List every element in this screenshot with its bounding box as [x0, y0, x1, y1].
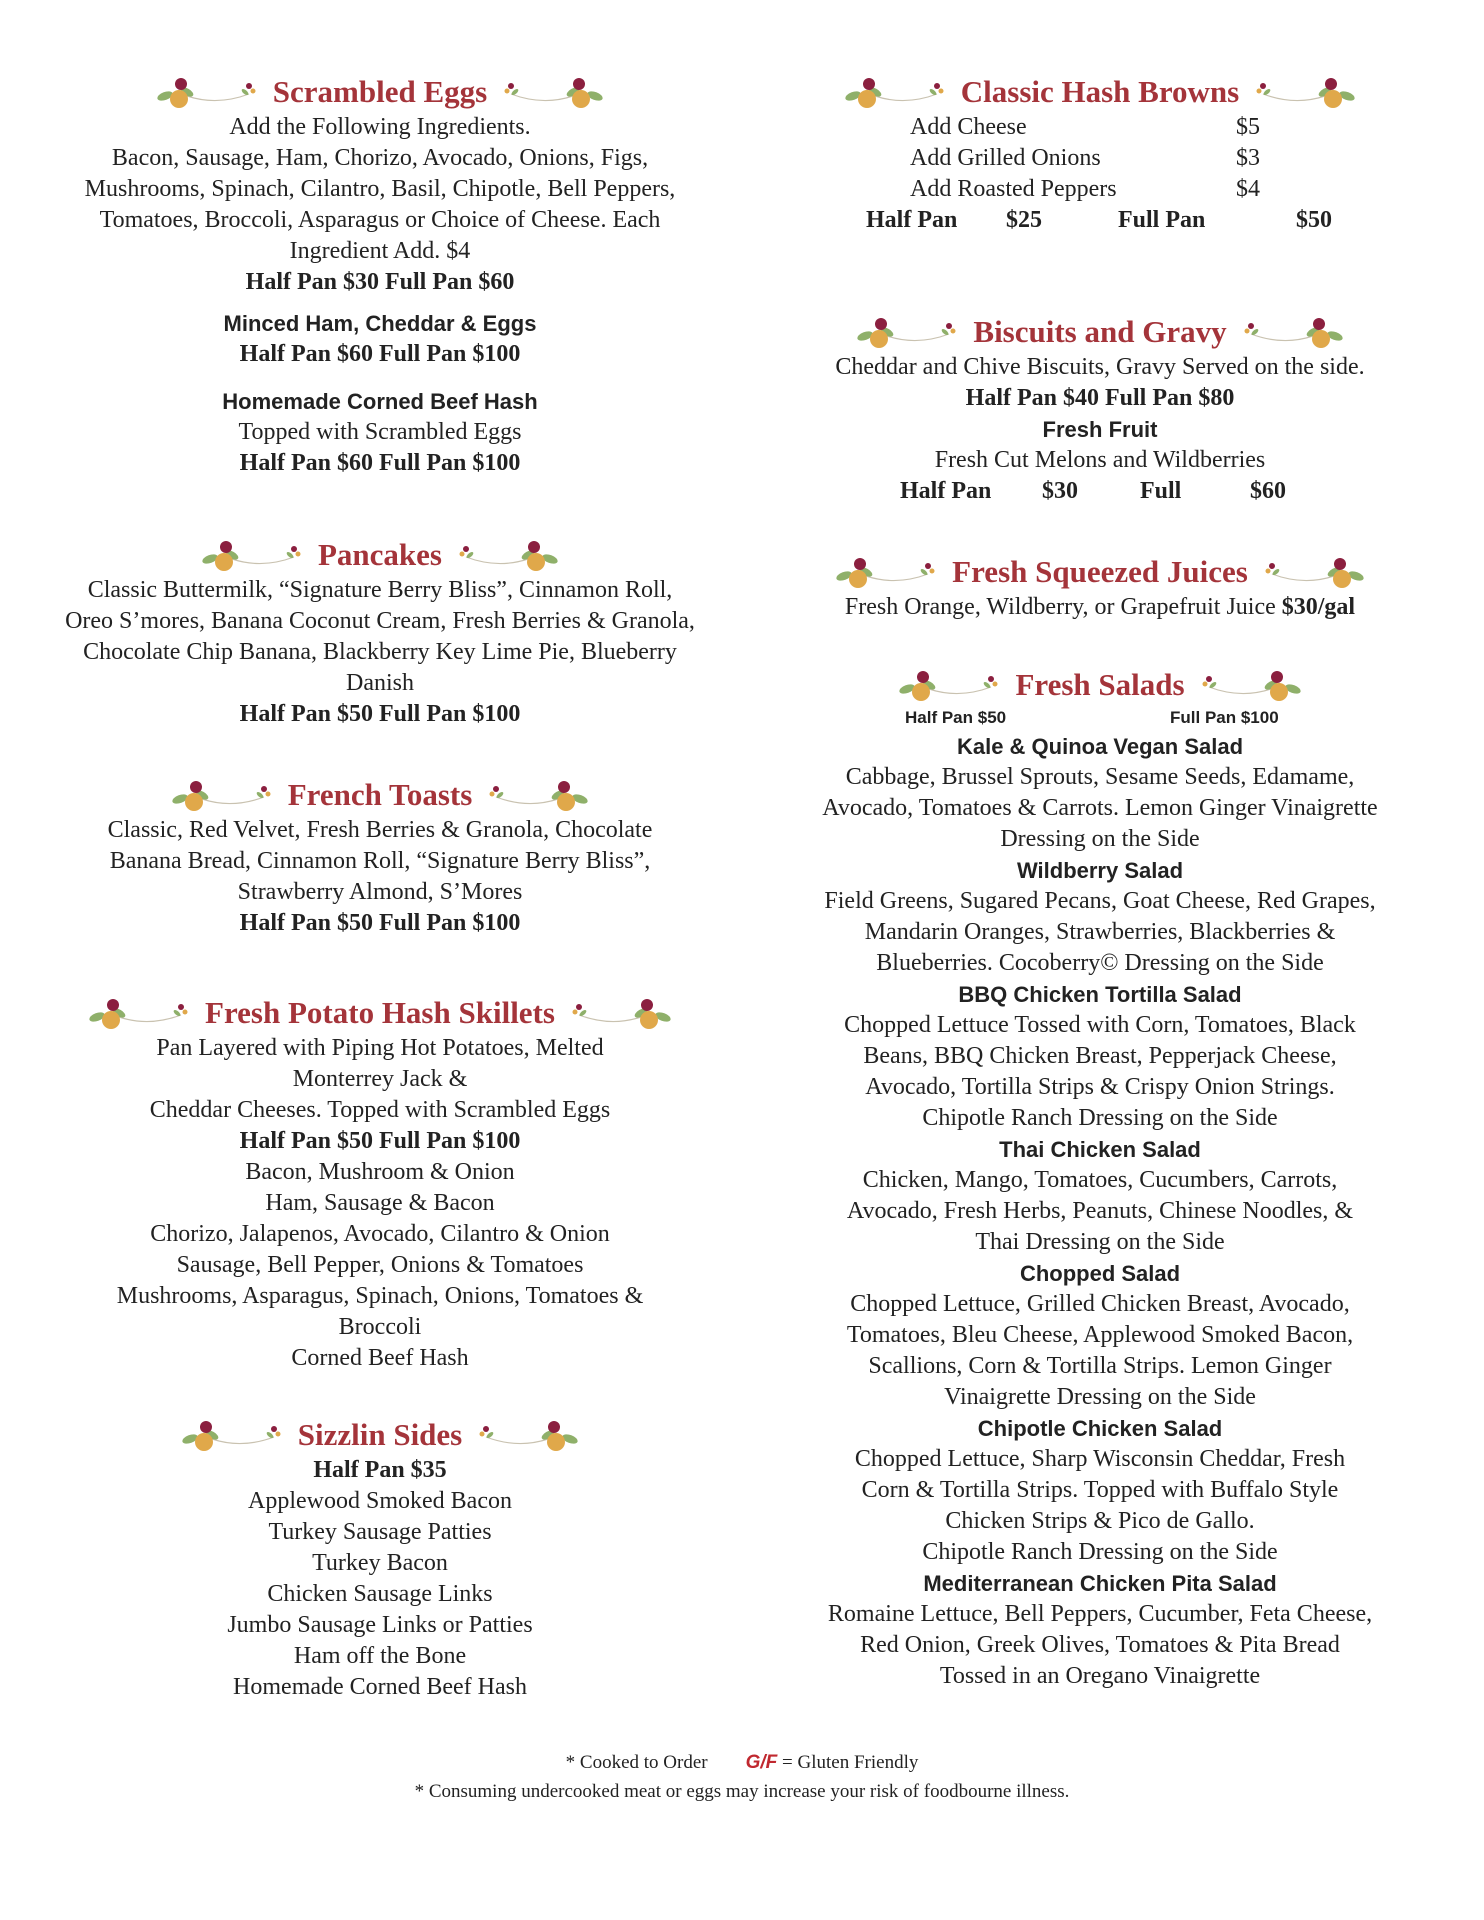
salad-description: Chicken Strips & Pico de Gallo.: [945, 1508, 1255, 1534]
french-toast-flavors: Classic, Red Velvet, Fresh Berries & Granola, Chocolate Banana Bread, Cinnamon Roll, “Signature Berry Bliss”, Strawberry Almond, S’Mores: [107, 817, 653, 905]
biscuits-section: [760, 312, 1440, 507]
price-line: Half Pan $30 Full Pan $60: [245, 269, 515, 295]
addon-row: [910, 174, 1260, 205]
salad-price-row: [760, 705, 1440, 731]
skillets-section: [60, 993, 700, 1374]
juices-price: $30/gal: [1281, 594, 1356, 620]
item-title: Fresh Fruit: [1042, 417, 1158, 442]
price-line: [760, 476, 1440, 507]
berry-ornament-left-icon: [845, 72, 955, 112]
pancakes-section: [60, 535, 700, 730]
item-description: Fresh Cut Melons and Wildberries: [934, 447, 1266, 473]
salad-description: Dressing on the Side: [1000, 826, 1200, 852]
salad-title: Chipotle Chicken Salad: [977, 1416, 1223, 1441]
half-price: Half Pan $50: [905, 708, 1007, 727]
side-item: Jumbo Sausage Links or Patties: [227, 1612, 533, 1638]
section-title: Fresh Potato Hash Skillets: [205, 995, 555, 1030]
section-title: Classic Hash Browns: [960, 74, 1240, 109]
salad-description: Chipotle Ranch Dressing on the Side: [922, 1105, 1278, 1131]
addon-row: [910, 112, 1260, 143]
full-price: $60: [1250, 478, 1286, 504]
berry-ornament-right-icon: [448, 535, 558, 575]
addon-name: Add Cheese: [910, 114, 1027, 140]
salad-title: BBQ Chicken Tortilla Salad: [958, 982, 1242, 1007]
price-line: Half Pan $50 Full Pan $100: [239, 701, 521, 727]
hash-browns-section: [760, 72, 1440, 236]
half-price: $25: [1006, 207, 1042, 233]
section-title: Fresh Salads: [1015, 667, 1185, 702]
salad-description: Blueberries. Cocoberry© Dressing on the Side: [876, 950, 1324, 976]
full-label: Full Pan: [1118, 207, 1206, 233]
addon-price: $3: [1236, 145, 1260, 171]
item-title: Minced Ham, Cheddar & Eggs: [223, 311, 537, 336]
berry-ornament-left-icon: [836, 552, 946, 592]
footer-warning: * Consuming undercooked meat or eggs may increase your risk of foodbourne illness.: [414, 1781, 1070, 1802]
price-line: Half Pan $50 Full Pan $100: [239, 910, 521, 936]
skillet-desc-line: Cheddar Cheeses. Topped with Scrambled Eggs: [149, 1097, 611, 1123]
price-line: Half Pan $60 Full Pan $100: [239, 341, 521, 367]
side-item: Turkey Sausage Patties: [268, 1519, 492, 1545]
salad-description: Field Greens, Sugared Pecans, Goat Cheese, Red Grapes,: [824, 888, 1376, 914]
salad-description: Chopped Lettuce, Grilled Chicken Breast, Avocado,: [850, 1291, 1350, 1317]
berry-ornament-right-icon: [561, 993, 671, 1033]
section-title: Fresh Squeezed Juices: [952, 554, 1248, 589]
price-line: Half Pan $35: [313, 1457, 447, 1483]
berry-ornament-right-icon: [1245, 72, 1355, 112]
gluten-free-note: = Gluten Friendly: [782, 1752, 919, 1773]
salad-description: Chopped Lettuce Tossed with Corn, Tomatoes, Black: [844, 1012, 1356, 1038]
section-intro: Add the Following Ingredients.: [229, 114, 531, 140]
addon-row: [910, 143, 1260, 174]
half-price: $30: [1042, 478, 1078, 504]
berry-ornament-left-icon: [899, 665, 1009, 705]
section-header: [60, 775, 700, 815]
skillet-desc-line: Monterrey Jack &: [292, 1066, 468, 1092]
skillet-desc-line: Pan Layered with Piping Hot Potatoes, Melted: [156, 1035, 604, 1061]
skillet-option: Chorizo, Jalapenos, Avocado, Cilantro & Onion: [150, 1221, 610, 1247]
berry-ornament-right-icon: [478, 775, 588, 815]
berry-ornament-right-icon: [468, 1415, 578, 1455]
section-title: French Toasts: [287, 777, 473, 812]
salad-description: Red Onion, Greek Olives, Tomatoes & Pita Bread: [860, 1632, 1340, 1658]
berry-ornament-left-icon: [182, 1415, 292, 1455]
full-price: $50: [1296, 207, 1332, 233]
item-description: Topped with Scrambled Eggs: [238, 419, 522, 445]
section-header: [60, 1415, 700, 1455]
price-line: Half Pan $40 Full Pan $80: [965, 385, 1235, 411]
berry-ornament-right-icon: [493, 72, 603, 112]
salad-title: Thai Chicken Salad: [999, 1137, 1201, 1162]
berry-ornament-right-icon: [1191, 665, 1301, 705]
skillet-option: Broccoli: [338, 1314, 422, 1340]
side-item: Turkey Bacon: [312, 1550, 448, 1576]
salad-description: Avocado, Fresh Herbs, Peanuts, Chinese Noodles, &: [846, 1198, 1354, 1224]
skillet-option: Bacon, Mushroom & Onion: [245, 1159, 515, 1185]
full-price: Full Pan $100: [1170, 708, 1279, 727]
salad-description: Mandarin Oranges, Strawberries, Blackberries &: [864, 919, 1336, 945]
salad-description: Tossed in an Oregano Vinaigrette: [939, 1663, 1261, 1689]
salad-description: Tomatoes, Bleu Cheese, Applewood Smoked Bacon,: [846, 1322, 1354, 1348]
salad-description: Cabbage, Brussel Sprouts, Sesame Seeds, Edamame,: [845, 764, 1355, 790]
side-item: Chicken Sausage Links: [267, 1581, 493, 1607]
addon-name: Add Grilled Onions: [910, 145, 1101, 171]
juices-desc: Fresh Orange, Wildberry, or Grapefruit Juice: [844, 594, 1276, 620]
section-header: [760, 312, 1440, 352]
salad-title: Mediterranean Chicken Pita Salad: [923, 1571, 1277, 1596]
berry-ornament-left-icon: [157, 72, 267, 112]
sides-section: [60, 1415, 700, 1703]
section-header: [60, 535, 700, 575]
addon-price: $5: [1236, 114, 1260, 140]
full-label: Full: [1140, 478, 1182, 504]
salad-description: Chopped Lettuce, Sharp Wisconsin Cheddar, Fresh: [854, 1446, 1346, 1472]
section-title: Biscuits and Gravy: [973, 314, 1227, 349]
salad-description: Corn & Tortilla Strips. Topped with Buffalo Style: [861, 1477, 1339, 1503]
section-title: Sizzlin Sides: [297, 1417, 463, 1452]
salad-list: [760, 731, 1440, 1692]
berry-ornament-left-icon: [89, 993, 199, 1033]
berry-ornament-right-icon: [1233, 312, 1343, 352]
salads-section: [760, 665, 1440, 1692]
scrambled-eggs-section: [60, 72, 700, 479]
skillet-option: Sausage, Bell Pepper, Onions & Tomatoes: [176, 1252, 584, 1278]
salad-title: Wildberry Salad: [1016, 858, 1184, 883]
section-header: [60, 993, 700, 1033]
salad-description: Chipotle Ranch Dressing on the Side: [922, 1539, 1278, 1565]
price-line: [760, 205, 1440, 236]
salad-title: Chopped Salad: [1019, 1261, 1181, 1286]
section-title: Pancakes: [318, 537, 442, 572]
berry-ornament-left-icon: [172, 775, 282, 815]
cooked-note: * Cooked to Order: [565, 1752, 708, 1773]
salad-description: Scallions, Corn & Tortilla Strips. Lemon Ginger: [868, 1353, 1332, 1379]
footer-line-1: [0, 1748, 1484, 1777]
section-header: [760, 665, 1440, 705]
skillet-option: Ham, Sausage & Bacon: [265, 1190, 495, 1216]
juices-line: [760, 592, 1440, 623]
half-label: Half Pan: [866, 207, 958, 233]
salad-title: Kale & Quinoa Vegan Salad: [956, 734, 1244, 759]
half-label: Half Pan: [900, 478, 992, 504]
section-header: [760, 72, 1440, 112]
side-item: Ham off the Bone: [293, 1643, 467, 1669]
skillet-option: Mushrooms, Asparagus, Spinach, Onions, Tomatoes &: [116, 1283, 644, 1309]
price-line: Half Pan $60 Full Pan $100: [239, 450, 521, 476]
skillet-option: Corned Beef Hash: [291, 1345, 469, 1371]
berry-ornament-left-icon: [202, 535, 312, 575]
salad-description: Chicken, Mango, Tomatoes, Cucumbers, Carrots,: [862, 1167, 1338, 1193]
side-item: Homemade Corned Beef Hash: [233, 1674, 527, 1700]
section-title: Scrambled Eggs: [272, 74, 488, 109]
side-item: Applewood Smoked Bacon: [248, 1488, 512, 1514]
salad-description: Avocado, Tomatoes & Carrots. Lemon Ginger Vinaigrette: [822, 795, 1378, 821]
berry-ornament-right-icon: [1254, 552, 1364, 592]
section-header: [60, 72, 700, 112]
addon-price: $4: [1236, 176, 1260, 202]
gluten-free-mark: G/F: [745, 1752, 778, 1773]
french-toasts-section: [60, 775, 700, 939]
pancake-flavors: Classic Buttermilk, “Signature Berry Bliss”, Cinnamon Roll, Oreo S’mores, Banana Coconut Cream, Fresh Berries & Granola, Chocolate Chip Banana, Blackberry Key Lime Pie, Blueberry Danish: [65, 577, 695, 696]
salad-description: Vinaigrette Dressing on the Side: [944, 1384, 1256, 1410]
item-title: Homemade Corned Beef Hash: [222, 389, 538, 414]
salad-description: Beans, BBQ Chicken Breast, Pepperjack Cheese,: [863, 1043, 1337, 1069]
biscuits-desc: Cheddar and Chive Biscuits, Gravy Served on the side.: [835, 354, 1365, 380]
berry-ornament-left-icon: [857, 312, 967, 352]
salad-description: Avocado, Tortilla Strips & Crispy Onion Strings.: [865, 1074, 1335, 1100]
juices-section: [760, 552, 1440, 623]
salad-description: Romaine Lettuce, Bell Peppers, Cucumber, Feta Cheese,: [827, 1601, 1373, 1627]
section-header: [760, 552, 1440, 592]
salad-description: Thai Dressing on the Side: [975, 1229, 1225, 1255]
price-line: Half Pan $50 Full Pan $100: [239, 1128, 521, 1154]
addon-name: Add Roasted Peppers: [910, 176, 1117, 202]
ingredients-text: Bacon, Sausage, Ham, Chorizo, Avocado, Onions, Figs, Mushrooms, Spinach, Cilantro, Basil, Chipotle, Bell Peppers, Tomatoes, Broccoli, Asparagus or Choice of Cheese. Each Ingredient Add. $4: [84, 145, 676, 264]
